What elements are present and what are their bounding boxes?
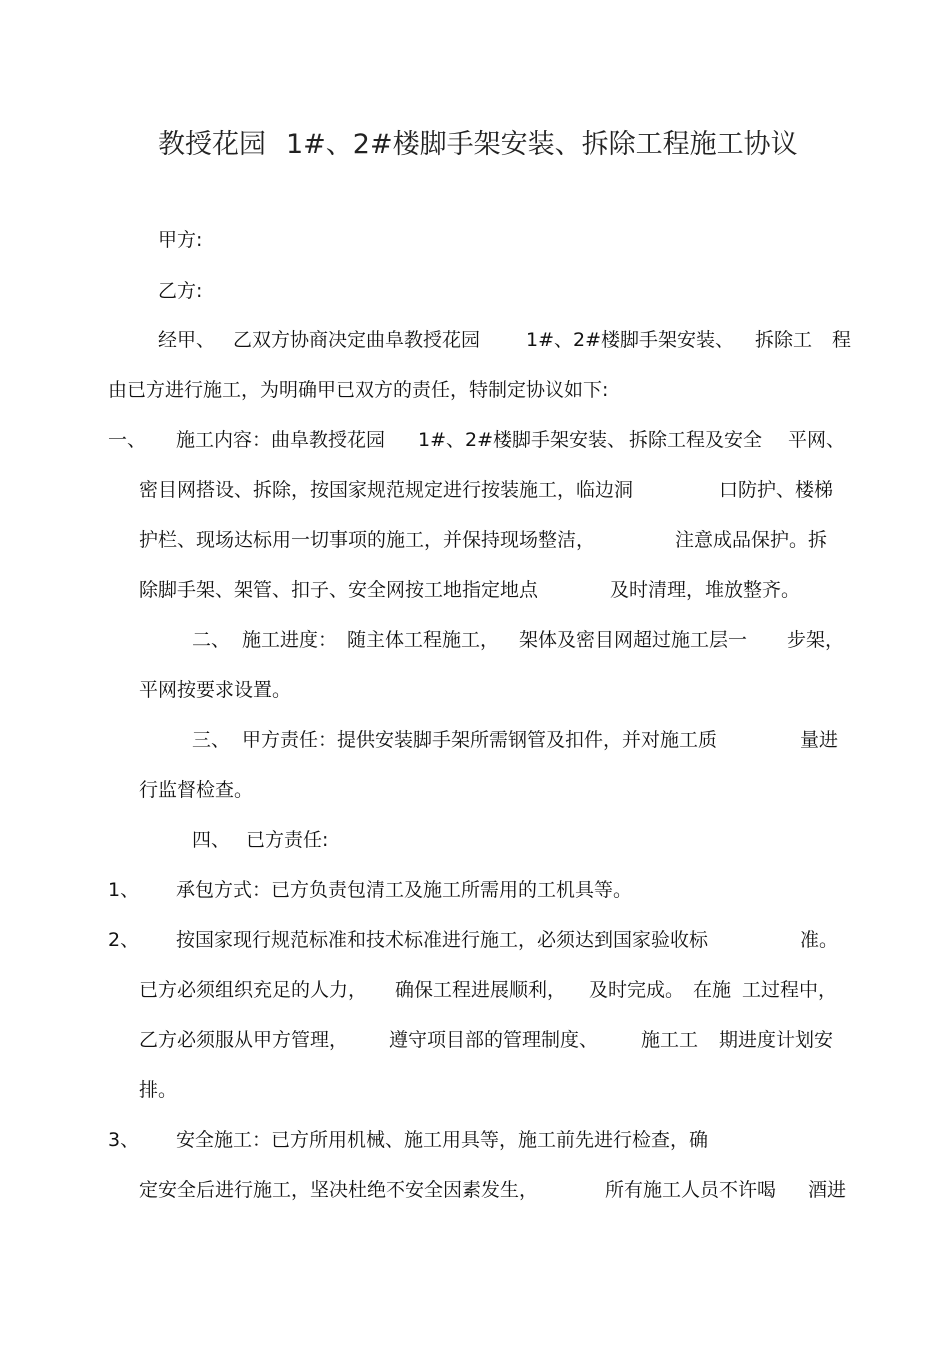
intro-segment: 1#、2#楼脚手架安装、 xyxy=(526,329,735,351)
section-1-segment: 口防护、楼梯 xyxy=(719,479,834,501)
item-3-segment: 定安全后进行施工，坚决杜绝不安全因素发生， xyxy=(139,1179,539,1201)
item-2-segment: 乙方必须服从甲方管理， xyxy=(139,1029,349,1051)
intro-segment: 程 xyxy=(832,329,852,351)
document-title-part-2: 1#、2#楼脚手架安装、拆除工程施工协议 xyxy=(286,129,798,160)
item-3-segment: 酒进 xyxy=(808,1179,847,1201)
section-2-segment: 步架， xyxy=(787,629,845,651)
section-1-segment: 施工内容：曲阜教授花园 xyxy=(176,429,386,451)
item-2-segment: 按国家现行规范标准和技术标准进行施工，必须达到国家验收标 xyxy=(176,929,709,951)
item-2-number: 2、 xyxy=(108,929,140,951)
item-2-segment: 确保工程进展顺利， xyxy=(395,979,567,1001)
intro-segment: 乙双方协商决定曲阜教授花园 xyxy=(233,329,481,351)
section-2-segment: 随主体工程施工， xyxy=(347,629,500,651)
section-1-segment: 拆除工程及安全 xyxy=(629,429,763,451)
item-2-line-4: 排。 xyxy=(139,1079,178,1101)
section-2-number: 二、 xyxy=(192,629,231,651)
section-3-line-2: 行监督检查。 xyxy=(139,779,254,801)
item-2-segment: 在施 xyxy=(693,979,732,1001)
item-2-segment: 期进度计划安 xyxy=(719,1029,834,1051)
party-b-label: 乙方: xyxy=(158,280,203,302)
section-1-segment: 注意成品保护。拆 xyxy=(675,529,828,551)
section-1-segment: 密目网搭设、拆除，按国家规范规定进行按装施工，临边洞 xyxy=(139,479,634,501)
item-1-number: 1、 xyxy=(108,879,140,901)
section-2-line-2: 平网按要求设置。 xyxy=(139,679,292,701)
section-3-number: 三、 xyxy=(192,729,231,751)
section-4-heading: 已方责任: xyxy=(246,829,329,851)
item-1-text: 承包方式：已方负责包清工及施工所需用的工机具等。 xyxy=(176,879,633,901)
item-2-segment: 已方必须组织充足的人力， xyxy=(139,979,368,1001)
section-2-segment: 架体及密目网超过施工层一 xyxy=(519,629,748,651)
party-a-label: 甲方: xyxy=(158,229,203,251)
section-1-segment: 护栏、现场达标用一切事项的施工，并保持现场整洁， xyxy=(139,529,596,551)
section-1-segment: 除脚手架、架管、扣子、安全网按工地指定地点 xyxy=(139,579,539,601)
item-2-segment: 施工工 xyxy=(641,1029,699,1051)
item-2-segment: 遵守项目部的管理制度、 xyxy=(389,1029,599,1051)
item-2-segment: 及时完成。 xyxy=(589,979,685,1001)
document-title-part-1: 教授花园 xyxy=(158,129,266,160)
intro-segment: 拆除工 xyxy=(755,329,813,351)
section-2-segment: 施工进度： xyxy=(242,629,338,651)
item-3-line-1: 安全施工：已方所用机械、施工用具等，施工前先进行检查，确 xyxy=(176,1129,709,1151)
item-3-segment: 所有施工人员不许喝 xyxy=(605,1179,777,1201)
item-3-number: 3、 xyxy=(108,1129,140,1151)
section-1-segment: 1#、2#楼脚手架安装、 xyxy=(418,429,627,451)
item-2-segment: 工过程中， xyxy=(742,979,838,1001)
intro-line-2: 由已方进行施工，为明确甲已双方的责任，特制定协议如下: xyxy=(108,379,609,401)
section-3-segment: 量进 xyxy=(800,729,839,751)
section-1-number: 一、 xyxy=(108,429,147,451)
item-2-segment: 准。 xyxy=(800,929,839,951)
intro-segment: 经甲、 xyxy=(158,329,216,351)
section-1-segment: 平网、 xyxy=(788,429,846,451)
section-4-number: 四、 xyxy=(192,829,231,851)
section-3-segment: 甲方责任：提供安装脚手架所需钢管及扣件，并对施工质 xyxy=(242,729,718,751)
section-1-segment: 及时清理，堆放整齐。 xyxy=(610,579,801,601)
